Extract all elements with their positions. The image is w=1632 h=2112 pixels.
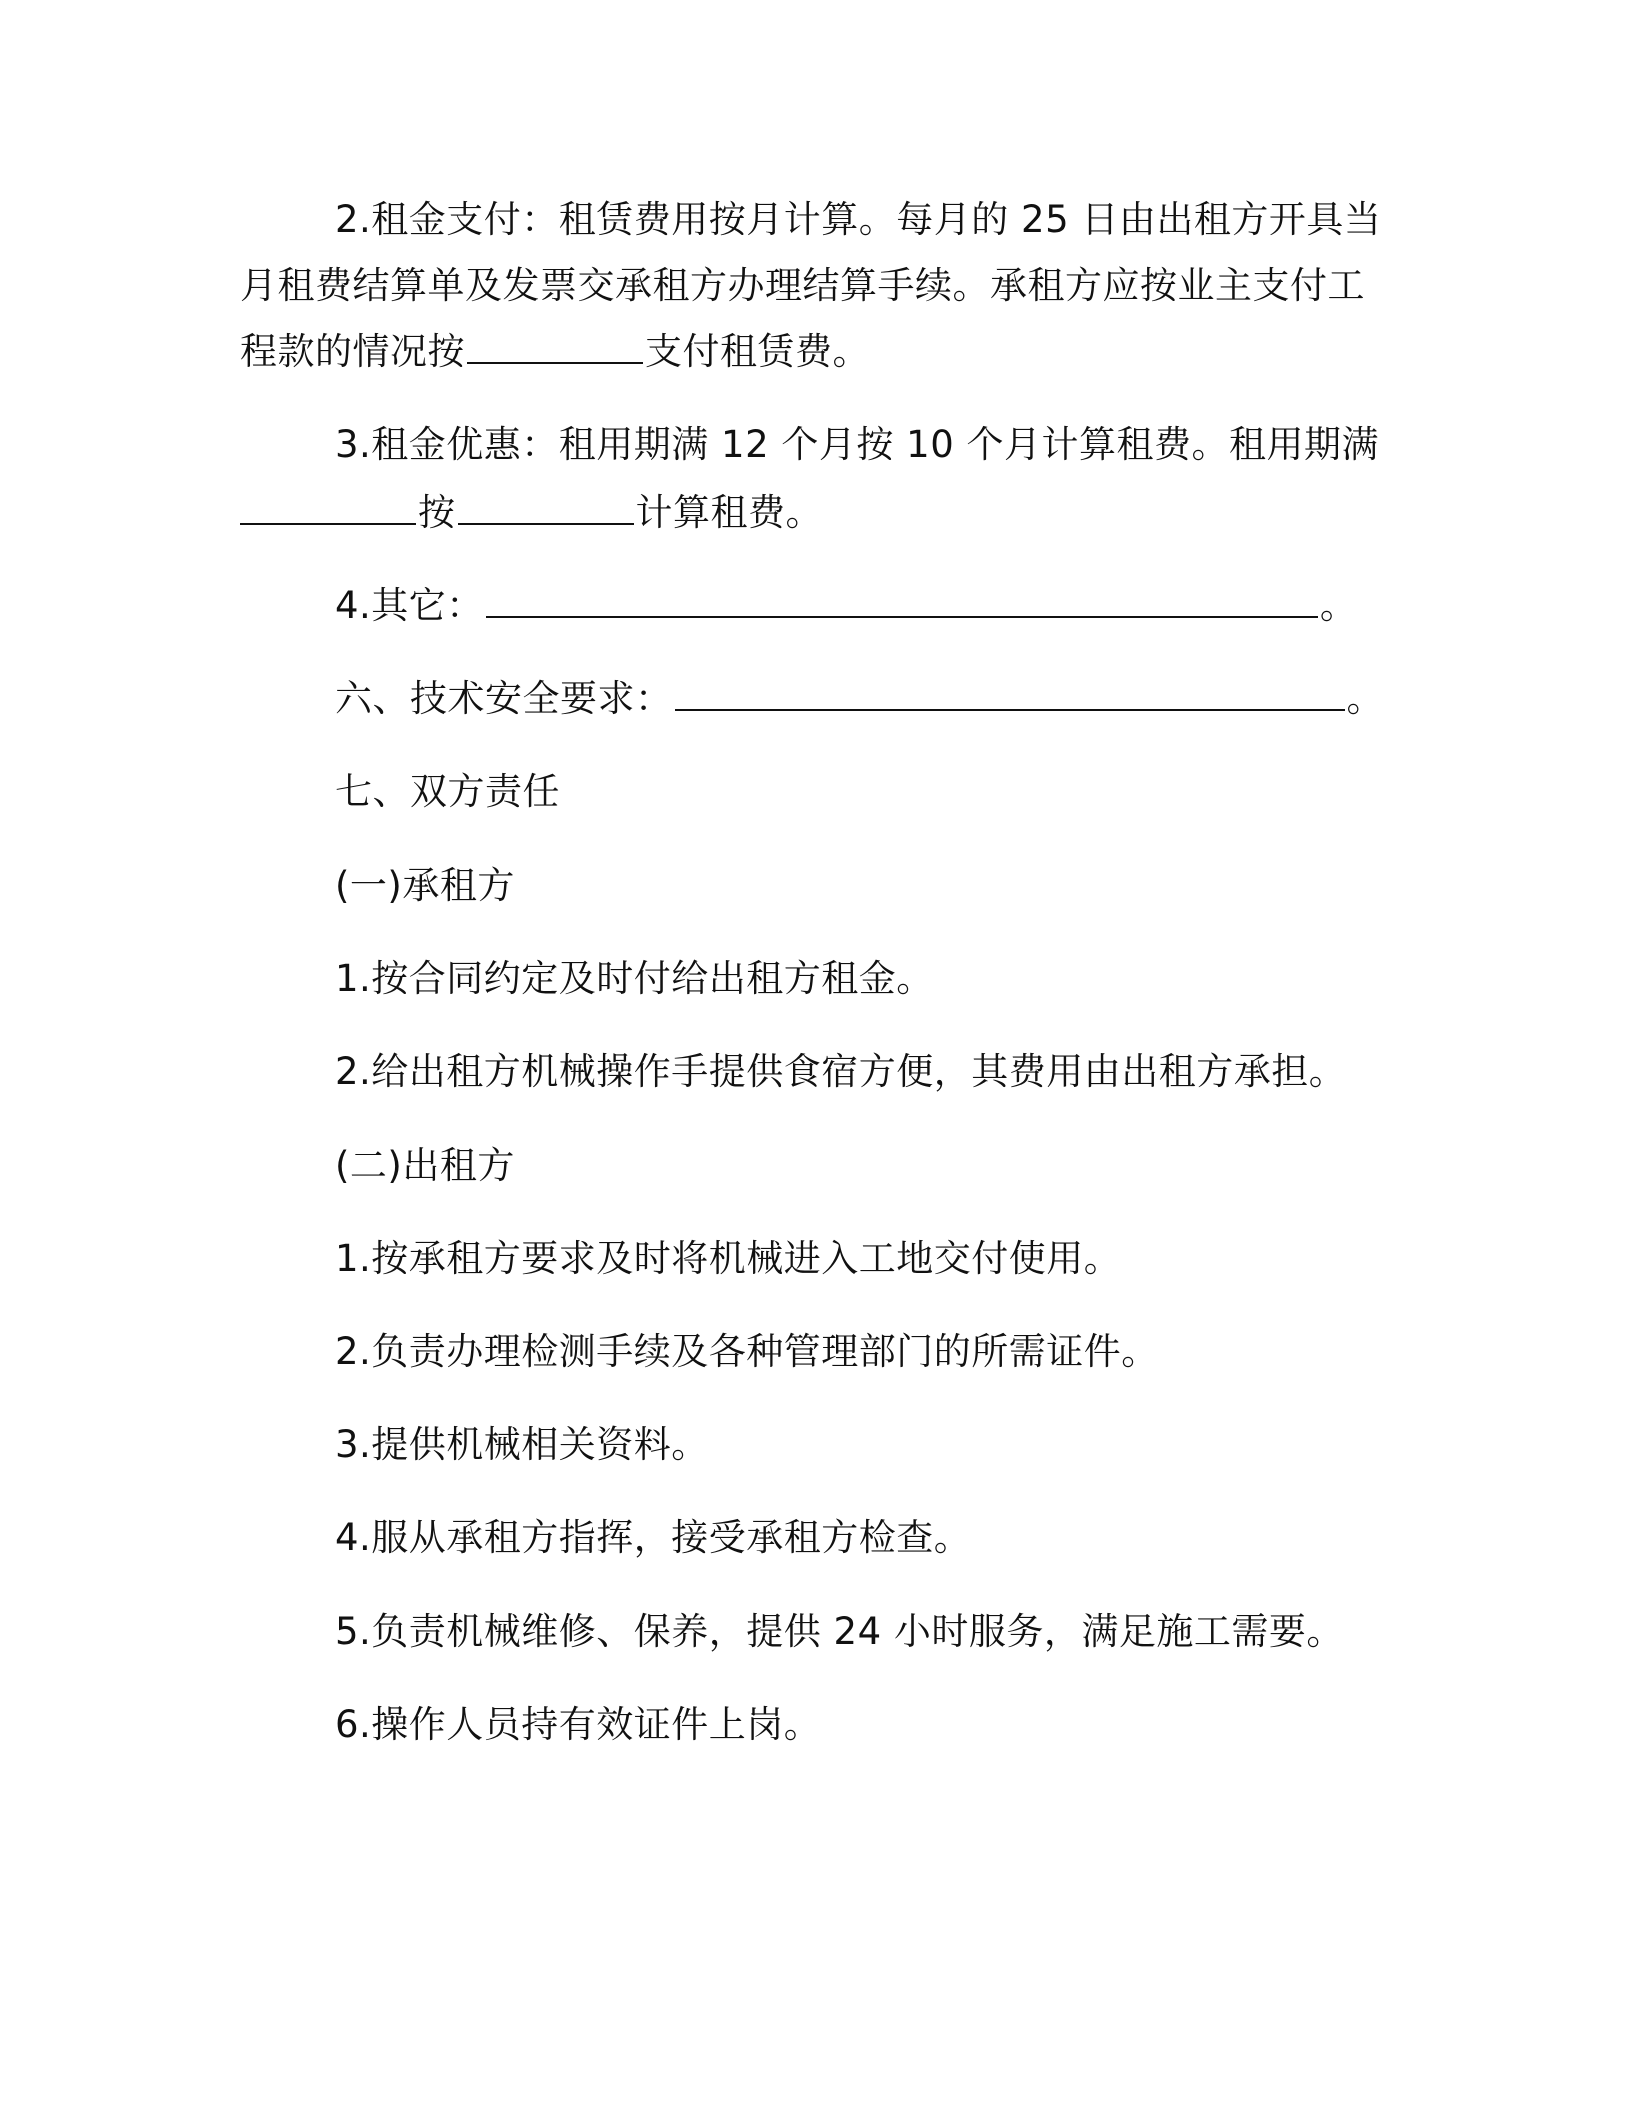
p2-line-1: 2.租金支付：租赁费用按月计算。每月的 25 日由出租方开具当 bbox=[335, 198, 1382, 241]
p2-line-3-text-b: 支付租赁费。 bbox=[645, 330, 870, 373]
lessor-item-4: 4.服从承租方指挥，接受承租方检查。 bbox=[335, 1516, 972, 1559]
safety-requirements-blank bbox=[675, 675, 1345, 711]
section-7-title: 七、双方责任 bbox=[335, 770, 560, 813]
lessor-item-2: 2.负责办理检测手续及各种管理部门的所需证件。 bbox=[335, 1330, 1159, 1373]
rent-calc-blank bbox=[458, 489, 634, 525]
p2-line-3 bbox=[240, 328, 870, 376]
p3-line-1: 3.租金优惠：租用期满 12 个月按 10 个月计算租费。租用期满 bbox=[335, 423, 1380, 466]
lessor-item-1: 1.按承租方要求及时将机械进入工地交付使用。 bbox=[335, 1237, 1122, 1280]
p3-line-2-text-b: 计算租费。 bbox=[635, 491, 823, 534]
p4-end: 。 bbox=[1319, 584, 1358, 627]
p4-label: 4.其它： bbox=[335, 584, 484, 627]
other-terms-blank bbox=[486, 582, 1318, 618]
section-6-end: 。 bbox=[1346, 677, 1384, 720]
lessee-item-1: 1.按合同约定及时付给出租方租金。 bbox=[335, 957, 934, 1000]
lessor-item-6: 6.操作人员持有效证件上岗。 bbox=[335, 1703, 822, 1746]
payment-method-blank bbox=[467, 328, 643, 364]
section-6-line bbox=[335, 675, 1384, 723]
p4-line bbox=[335, 582, 1357, 630]
rent-period-blank bbox=[240, 489, 416, 525]
p3-line-2-text-a: 按 bbox=[418, 491, 456, 534]
lessor-item-3: 3.提供机械相关资料。 bbox=[335, 1423, 709, 1466]
p2-line-2: 月租费结算单及发票交承租方办理结算手续。承租方应按业主支付工 bbox=[240, 264, 1365, 307]
p2-line-3-text-a: 程款的情况按 bbox=[240, 330, 465, 373]
p3-line-2 bbox=[240, 489, 823, 537]
lessor-item-5: 5.负责机械维修、保养，提供 24 小时服务，满足施工需要。 bbox=[335, 1610, 1344, 1653]
lessee-title: (一)承租方 bbox=[335, 864, 515, 907]
lessor-title: (二)出租方 bbox=[335, 1144, 515, 1187]
section-6-label: 六、技术安全要求： bbox=[335, 677, 673, 720]
lessee-item-2: 2.给出租方机械操作手提供食宿方便，其费用由出租方承担。 bbox=[335, 1050, 1347, 1093]
